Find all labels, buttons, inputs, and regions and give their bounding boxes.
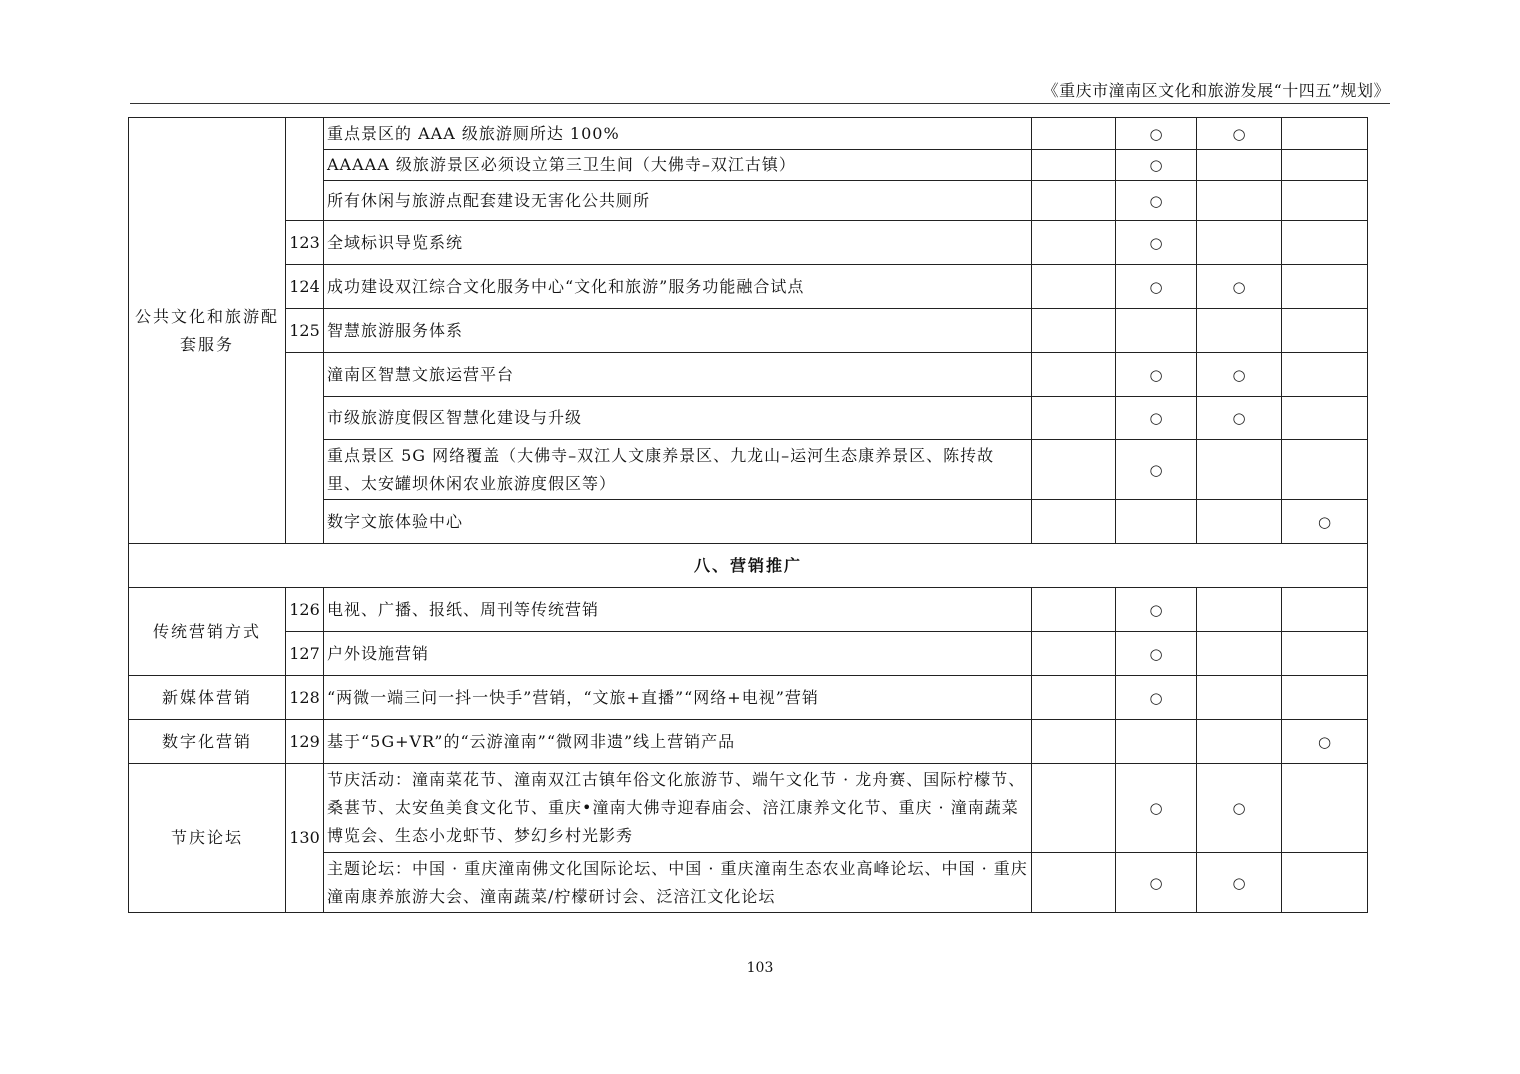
row-number: 126 — [286, 588, 324, 632]
item-text: 基于“5G+VR”的“云游潼南”“微网非遗”线上营销产品 — [324, 720, 1032, 764]
row-number: 130 — [286, 764, 324, 913]
mark-cell: ○ — [1116, 118, 1197, 150]
table-row — [129, 309, 1368, 353]
table-row — [129, 764, 1368, 853]
mark-cell — [1032, 764, 1116, 853]
row-number: 124 — [286, 265, 324, 309]
mark-cell — [1282, 632, 1368, 676]
mark-cell: ○ — [1116, 764, 1197, 853]
mark-cell — [1032, 181, 1116, 221]
mark-cell: ○ — [1116, 265, 1197, 309]
mark-cell: ○ — [1197, 853, 1282, 913]
mark-cell — [1282, 150, 1368, 181]
mark-cell: ○ — [1116, 676, 1197, 720]
mark-cell — [1282, 353, 1368, 397]
row-number — [286, 118, 324, 221]
mark-cell — [1282, 588, 1368, 632]
category-cell: 数字化营销 — [129, 720, 286, 764]
item-text: 电视、广播、报纸、周刊等传统营销 — [324, 588, 1032, 632]
mark-cell — [1197, 720, 1282, 764]
mark-cell — [1032, 853, 1116, 913]
mark-cell — [1282, 181, 1368, 221]
table-row — [129, 720, 1368, 764]
mark-cell — [1032, 440, 1116, 500]
mark-cell — [1032, 309, 1116, 353]
item-text: 重点景区 5G 网络覆盖（大佛寺–双江人文康养景区、九龙山–运河生态康养景区、陈抟故里、太安罐坝休闲农业旅游度假区等） — [324, 440, 1032, 500]
row-number: 128 — [286, 676, 324, 720]
mark-cell — [1197, 440, 1282, 500]
mark-cell: ○ — [1116, 353, 1197, 397]
category-cell: 公共文化和旅游配套服务 — [129, 118, 286, 544]
mark-cell — [1032, 676, 1116, 720]
section-title: 八、营销推广 — [129, 544, 1368, 588]
mark-cell — [1032, 397, 1116, 440]
mark-cell: ○ — [1197, 764, 1282, 853]
table-row — [129, 221, 1368, 265]
mark-cell — [1282, 764, 1368, 853]
item-text: 智慧旅游服务体系 — [324, 309, 1032, 353]
section-row — [129, 544, 1368, 588]
row-number — [286, 353, 324, 544]
table-row — [129, 353, 1368, 397]
mark-cell: ○ — [1197, 353, 1282, 397]
table-row — [129, 632, 1368, 676]
mark-cell — [1116, 309, 1197, 353]
mark-cell — [1032, 353, 1116, 397]
mark-cell: ○ — [1116, 632, 1197, 676]
mark-cell — [1197, 500, 1282, 544]
mark-cell — [1282, 265, 1368, 309]
mark-cell: ○ — [1116, 588, 1197, 632]
mark-cell: ○ — [1197, 397, 1282, 440]
mark-cell: ○ — [1116, 440, 1197, 500]
item-text: AAAAA 级旅游景区必须设立第三卫生间（大佛寺–双江古镇） — [324, 150, 1032, 181]
category-cell: 新媒体营销 — [129, 676, 286, 720]
mark-cell — [1282, 853, 1368, 913]
item-text: 主题论坛：中国 · 重庆潼南佛文化国际论坛、中国 · 重庆潼南生态农业高峰论坛、中国 · 重庆潼南康养旅游大会、潼南蔬菜/柠檬研讨会、泛涪江文化论坛 — [324, 853, 1032, 913]
mark-cell — [1282, 118, 1368, 150]
mark-cell: ○ — [1282, 720, 1368, 764]
mark-cell — [1197, 150, 1282, 181]
mark-cell — [1032, 118, 1116, 150]
mark-cell — [1282, 309, 1368, 353]
mark-cell — [1032, 720, 1116, 764]
row-number: 125 — [286, 309, 324, 353]
mark-cell — [1282, 676, 1368, 720]
item-text: 潼南区智慧文旅运营平台 — [324, 353, 1032, 397]
mark-cell: ○ — [1116, 150, 1197, 181]
item-text: 市级旅游度假区智慧化建设与升级 — [324, 397, 1032, 440]
table-row — [129, 588, 1368, 632]
item-text: “两微一端三问一抖一快手”营销，“文旅+直播”“网络+电视”营销 — [324, 676, 1032, 720]
header-rule — [130, 103, 1390, 104]
plan-table — [128, 117, 1368, 913]
mark-cell — [1197, 588, 1282, 632]
item-text: 节庆活动：潼南菜花节、潼南双江古镇年俗文化旅游节、端午文化节 · 龙舟赛、国际柠檬节、桑葚节、太安鱼美食文化节、重庆•潼南大佛寺迎春庙会、涪江康养文化节、重庆 · 潼南蔬菜博览会、生态小龙虾节、梦幻乡村光影秀 — [324, 764, 1032, 853]
mark-cell — [1282, 221, 1368, 265]
mark-cell — [1197, 676, 1282, 720]
page-number: 103 — [746, 960, 774, 976]
mark-cell: ○ — [1116, 853, 1197, 913]
table-row — [129, 265, 1368, 309]
table-row — [129, 676, 1368, 720]
mark-cell — [1282, 440, 1368, 500]
mark-cell — [1116, 500, 1197, 544]
mark-cell — [1032, 588, 1116, 632]
item-text: 重点景区的 AAA 级旅游厕所达 100% — [324, 118, 1032, 150]
item-text: 户外设施营销 — [324, 632, 1032, 676]
category-cell: 传统营销方式 — [129, 588, 286, 676]
mark-cell — [1116, 720, 1197, 764]
mark-cell — [1032, 632, 1116, 676]
row-number: 129 — [286, 720, 324, 764]
mark-cell: ○ — [1197, 118, 1282, 150]
mark-cell — [1032, 265, 1116, 309]
table-row — [129, 118, 1368, 150]
mark-cell: ○ — [1282, 500, 1368, 544]
mark-cell — [1032, 221, 1116, 265]
mark-cell — [1282, 397, 1368, 440]
mark-cell — [1032, 500, 1116, 544]
mark-cell — [1197, 309, 1282, 353]
mark-cell: ○ — [1116, 397, 1197, 440]
item-text: 全域标识导览系统 — [324, 221, 1032, 265]
item-text: 所有休闲与旅游点配套建设无害化公共厕所 — [324, 181, 1032, 221]
mark-cell: ○ — [1116, 221, 1197, 265]
mark-cell: ○ — [1197, 265, 1282, 309]
category-cell: 节庆论坛 — [129, 764, 286, 913]
item-text: 数字文旅体验中心 — [324, 500, 1032, 544]
mark-cell: ○ — [1116, 181, 1197, 221]
mark-cell — [1032, 150, 1116, 181]
row-number: 127 — [286, 632, 324, 676]
row-number: 123 — [286, 221, 324, 265]
mark-cell — [1197, 632, 1282, 676]
item-text: 成功建设双江综合文化服务中心“文化和旅游”服务功能融合试点 — [324, 265, 1032, 309]
mark-cell — [1197, 221, 1282, 265]
mark-cell — [1197, 181, 1282, 221]
document-header-title: 《重庆市潼南区文化和旅游发展“十四五”规划》 — [1042, 81, 1390, 100]
